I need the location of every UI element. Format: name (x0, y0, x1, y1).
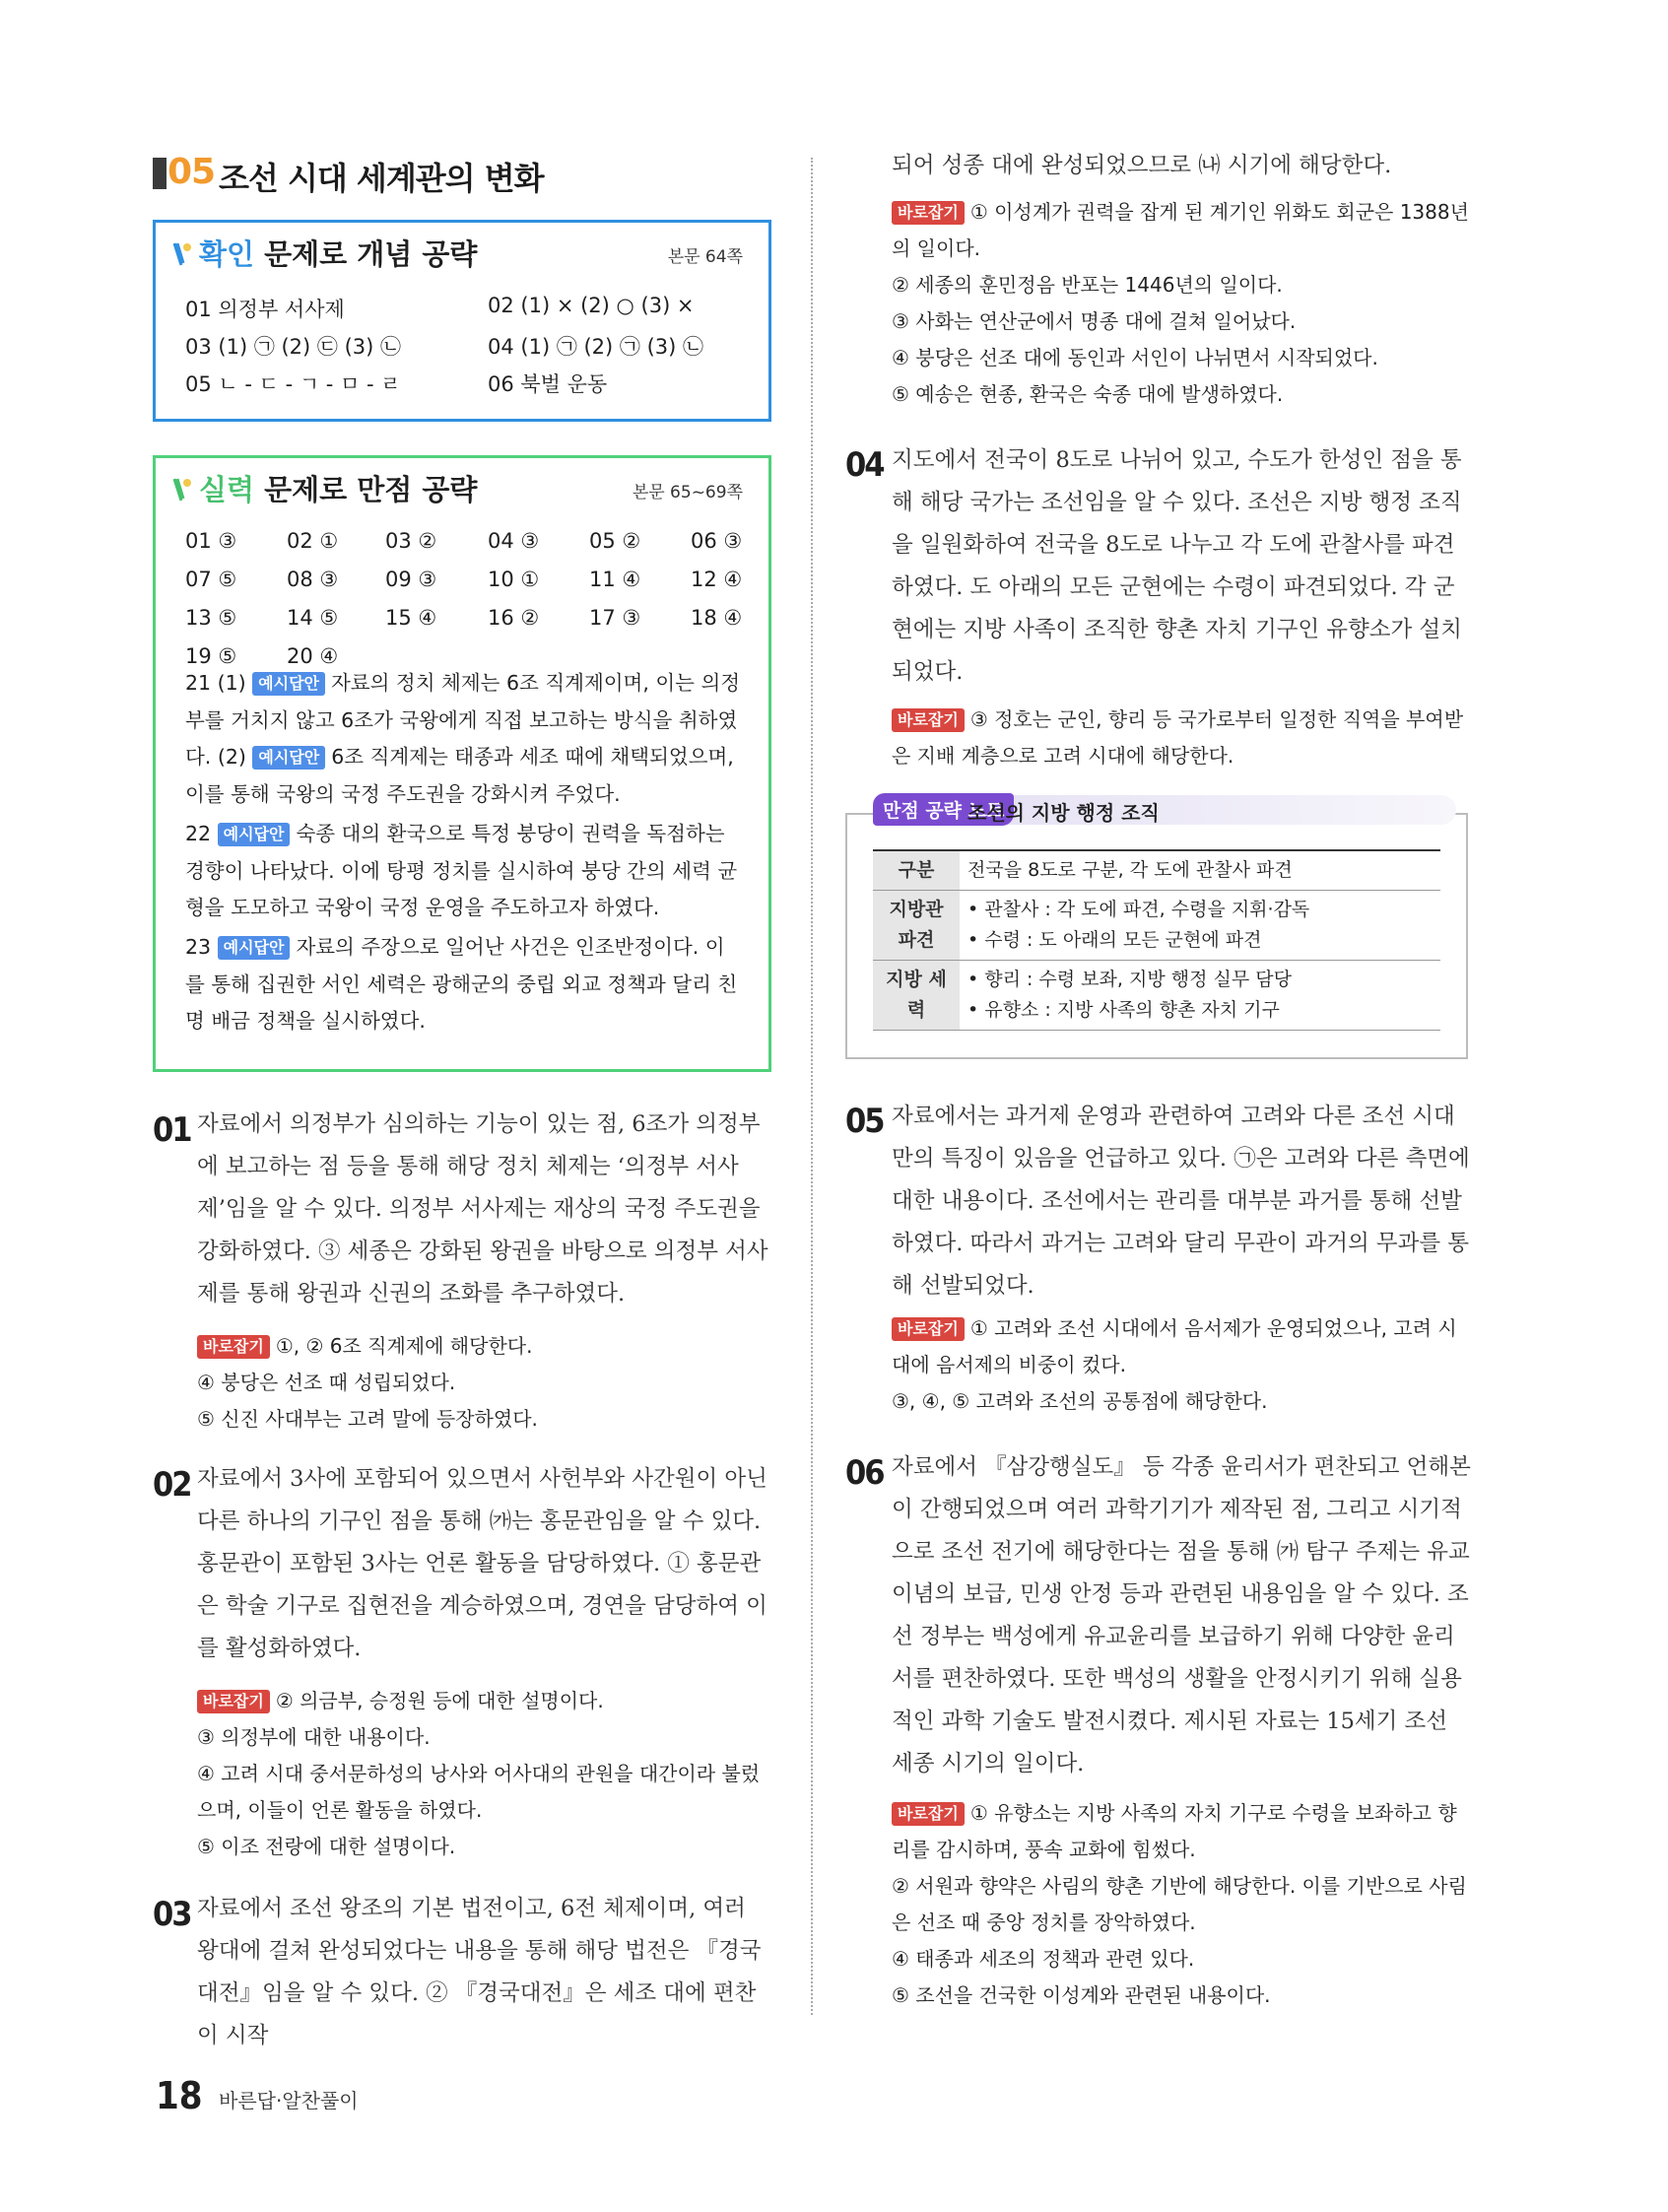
answer-item: 05 ② (589, 529, 641, 553)
mastery-box (153, 455, 771, 1072)
answer-22: 22 예시답안 숙종 대의 환국으로 특정 붕당이 권력을 독점하는 경향이 나타났다. 이에 탕평 정치를 실시하여 붕당 간의 세력 균형을 도모하고 국왕이 국정 운영을 주도하고자 하였다. (185, 822, 738, 919)
table-header-cell: 구분 (873, 850, 960, 891)
answer-item: 07 ⑤ (185, 568, 237, 591)
table-cell: • 향리 : 수령 보좌, 지방 행정 실무 담당 • 유향소 : 지방 사족의 향촌 자치 기구 (967, 969, 1292, 1021)
answer-item: 17 ③ (589, 606, 641, 630)
explanation-text: 지도에서 전국이 8도로 나뉘어 있고, 수도가 한성인 점을 통해 해당 국가는 조선임을 알 수 있다. 조선은 지방 행정 조직을 일원화하여 전국을 8도로 나누고 각 도에 관찰사를 파견하였다. 도 아래의 모든 군현에는 수령이 파견되었다. 각 군현에는 지방 사족이 조직한 향촌 자치 기구인 유향소가 설치되었다. (892, 447, 1462, 685)
answer-item: 04 ③ (488, 529, 540, 553)
explanation-text: 자료에서 3사에 포함되어 있으면서 사헌부와 사간원이 아닌 다른 하나의 기구인 점을 통해 ㈎는 홍문관임을 알 수 있다. 홍문관이 포함된 3사는 언론 활동을 담당하였다. ① 홍문관은 학술 기구로 집현전을 계승하였으며, 경연을 담당하여 이를 활성화하였다. (197, 1466, 767, 1661)
answer-item: 16 ② (488, 606, 540, 630)
lamp-icon (171, 476, 193, 502)
tip-note (845, 793, 1468, 1059)
example-answer-tag: 예시답안 (218, 936, 291, 960)
answer-item: 03 (1) ㉠ (2) ㉢ (3) ㉡ (185, 335, 402, 359)
answer-item: 09 ③ (385, 568, 437, 591)
answer-item: 06 북벌 운동 (488, 372, 608, 396)
section-title: 조선 시대 세계관의 변화 (219, 160, 544, 197)
example-answer-tag: 예시답안 (252, 746, 325, 770)
answer-item: 01 ③ (185, 529, 237, 553)
explanation-text: 자료에서 조선 왕조의 기본 법전이고, 6전 체제이며, 여러 왕대에 걸쳐 완성되었다는 내용을 통해 해당 법전은 『경국대전』임을 알 수 있다. ② 『경국대전』은 세조 대에 편찬이 시작 (197, 1896, 762, 2048)
question-number: 02 (153, 1465, 191, 1505)
column-divider (811, 158, 813, 2015)
correction-note: 바로잡기 ③ 정호는 군인, 향리 등 국가로부터 일정한 직역을 부여받은 지배 계층으로 고려 시대에 해당한다. (892, 707, 1464, 768)
page-reference: 본문 65~69쪽 (632, 483, 743, 503)
correction-tag: 바로잡기 (892, 1317, 965, 1341)
page-number: 18 (156, 2074, 203, 2117)
correction-tag: 바로잡기 (892, 1802, 965, 1826)
example-answer-tag: 예시답안 (218, 823, 291, 846)
correction-note: 바로잡기 ①, ② 6조 직계제에 해당한다. ④ 붕당은 선조 때 성립되었다. ⑤ 신진 사대부는 고려 말에 등장하였다. (197, 1334, 538, 1431)
explanation-text: 자료에서 『삼강행실도』 등 각종 윤리서가 편찬되고 언해본이 간행되었으며 여러 과학기기가 제작된 점, 그리고 시기적으로 조선 전기에 해당한다는 점을 통해 ㈎ 탐구 주제는 유교 이념의 보급, 민생 안정 등과 관련된 내용임을 알 수 있다. 조선 정부는 백성에게 유교윤리를 보급하기 위해 다양한 윤리서를 편찬하였다. 또한 백성의 생활을 안정시키기 위해 실용적인 과학 기술도 발전시켰다. 제시된 자료는 15세기 조선 세종 시기의 일이다. (892, 1454, 1471, 1776)
correction-tag: 바로잡기 (892, 708, 965, 732)
table-cell: • 관찰사 : 각 도에 파견, 수령을 지휘·감독 • 수령 : 도 아래의 모든 군현에 파견 (967, 899, 1310, 951)
answer-21: 21 (1) 예시답안 자료의 정치 체제는 6조 직계제이며, 이는 의정부를 거치지 않고 6조가 국왕에게 직접 보고하는 방식을 취하였다. (2) 예시답안 6조 직계제는 태종과 세조 때에 채택되었으며, 이를 통해 국왕의 국정 주도권을 강화시켜 주었다. (185, 671, 741, 806)
tip-label: 만점 공략 노트 (873, 793, 1014, 826)
book-title: 바른답·알찬풀이 (219, 2089, 359, 2112)
answer-23: 23 예시답안 자료의 주장으로 일어난 사건은 인조반정이다. 이를 통해 집권한 서인 세력은 광해군의 중립 외교 정책과 달리 친명 배금 정책을 실시하였다. (185, 935, 738, 1033)
correction-tag: 바로잡기 (892, 201, 965, 225)
explanation-text: 자료에서 의정부가 심의하는 기능이 있는 점, 6조가 의정부에 보고하는 점 등을 통해 해당 정치 체제는 ‘의정부 서사제’임을 알 수 있다. 의정부 서사제는 재상의 국정 주도권을 강화하였다. ③ 세종은 강화된 왕권을 바탕으로 의정부 서사제를 통해 왕권과 신권의 조화를 추구하였다. (197, 1111, 768, 1307)
answer-item: 01 의정부 서사제 (185, 298, 345, 321)
answer-item: 18 ④ (691, 606, 743, 630)
section-marker (153, 158, 167, 189)
answer-item: 02 ① (287, 529, 339, 553)
table-cell: 전국을 8도로 구분, 각 도에 관찰사 파견 (967, 859, 1293, 881)
example-answer-tag: 예시답안 (252, 672, 325, 696)
question-number: 03 (153, 1895, 191, 1934)
correction-tag: 바로잡기 (197, 1335, 270, 1359)
tip-table (873, 849, 1440, 1031)
answer-item: 13 ⑤ (185, 606, 237, 630)
table-row (873, 961, 1440, 1031)
correction-note: 바로잡기 ① 고려와 조선 시대에서 음서제가 운영되었으나, 고려 시대에 음서제의 비중이 컸다. ③, ④, ⑤ 고려와 조선의 공통점에 해당한다. (892, 1316, 1457, 1413)
question-number: 05 (845, 1102, 884, 1141)
answer-item: 08 ③ (287, 568, 339, 591)
correction-note: 바로잡기 ① 이성계가 권력을 잡게 된 계기인 위화도 회군은 1388년의 일이다. ② 세종의 훈민정음 반포는 1446년의 일이다. ③ 사화는 연산군에서 명종 대에 걸쳐 일어났다. ④ 붕당은 선조 대에 동인과 서인이 나뉘면서 시작되었다. ⑤ 예송은 현종, 환국은 숙종 대에 발생하였다. (892, 200, 1469, 406)
correction-note: 바로잡기 ① 유향소는 지방 사족의 자치 기구로 수령을 보좌하고 향리를 감시하며, 풍속 교화에 힘썼다. ② 서원과 향약은 사림의 향촌 기반에 해당한다. 이를 기반으로 사림은 선조 때 중앙 정치를 장악하였다. ④ 태종과 세조의 정책과 관련 있다. ⑤ 조선을 건국한 이성계와 관련된 내용이다. (892, 1801, 1467, 2007)
answer-item: 12 ④ (691, 568, 743, 591)
table-header-cell: 지방 세력 (873, 961, 960, 1031)
table-row (873, 891, 1440, 961)
answer-item: 10 ① (488, 568, 540, 591)
mastery-heading: 실력 문제로 만점 공략 (171, 468, 477, 508)
table-row (873, 850, 1440, 891)
table-header-cell: 지방관 파견 (873, 891, 960, 961)
answer-item: 14 ⑤ (287, 606, 339, 630)
explanation-text: 자료에서는 과거제 운영과 관련하여 고려와 다른 조선 시대만의 특징이 있음을 언급하고 있다. ㉠은 고려와 다른 측면에 대한 내용이다. 조선에서는 관리를 대부분 과거를 통해 선발하였다. 따라서 과거는 고려와 달리 무관이 과거의 무과를 통해 선발되었다. (892, 1104, 1470, 1299)
lamp-icon (171, 240, 193, 266)
question-number: 01 (153, 1110, 191, 1150)
page-reference: 본문 64쪽 (667, 247, 743, 267)
explanation-text-continued: 되어 성종 대에 완성되었으므로 ㈏ 시기에 해당한다. (892, 153, 1392, 178)
concept-check-heading: 확인 문제로 개념 공략 (171, 233, 477, 273)
answer-item: 15 ④ (385, 606, 437, 630)
concept-check-box (153, 220, 771, 422)
answer-item: 11 ④ (589, 568, 641, 591)
tip-title: 조선의 지방 행정 조직 (967, 801, 1160, 825)
answer-item: 02 (1) × (2) ○ (3) × (488, 294, 695, 317)
answer-item: 20 ④ (287, 644, 339, 668)
answer-item: 04 (1) ㉠ (2) ㉠ (3) ㉡ (488, 335, 704, 359)
section-number: 05 (167, 152, 216, 192)
answer-item: 03 ② (385, 529, 437, 553)
correction-tag: 바로잡기 (197, 1690, 270, 1713)
answer-item: 05 ㄴ - ㄷ - ㄱ - ㅁ - ㄹ (185, 372, 401, 396)
question-number: 04 (845, 445, 884, 485)
correction-note: 바로잡기 ② 의금부, 승정원 등에 대한 설명이다. ③ 의정부에 대한 내용이다. ④ 고려 시대 중서문하성의 낭사와 어사대의 관원을 대간이라 불렀으며, 이들이 언론 활동을 하였다. ⑤ 이조 전랑에 대한 설명이다. (197, 1689, 761, 1858)
answer-item: 19 ⑤ (185, 644, 237, 668)
question-number: 06 (845, 1453, 884, 1493)
answer-item: 06 ③ (691, 529, 743, 553)
